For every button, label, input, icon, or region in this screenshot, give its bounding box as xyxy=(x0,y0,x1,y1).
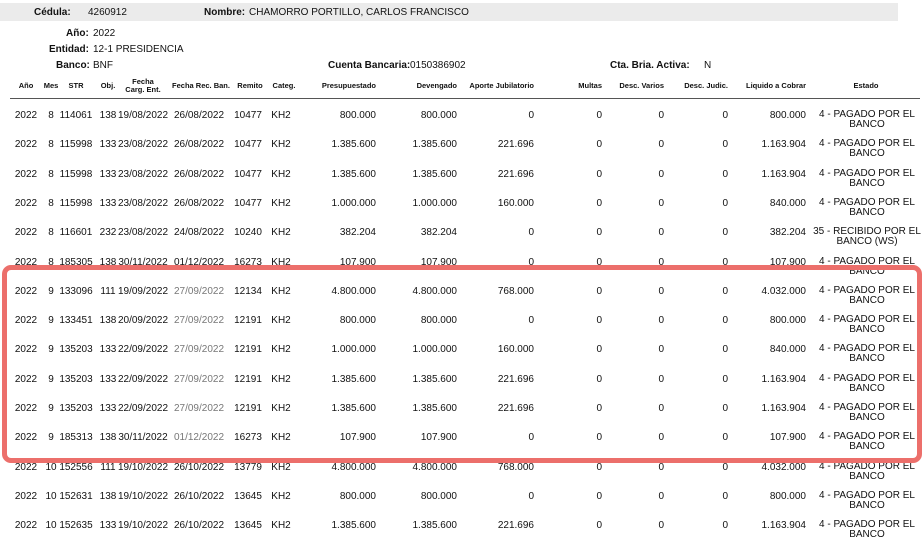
header-divider xyxy=(10,98,920,99)
cell-mes: 9 xyxy=(48,285,54,297)
cell-multas: 0 xyxy=(596,110,602,121)
cell-devengado: 800.000 xyxy=(420,315,457,327)
cell-fecha-rec: 26/10/2022 xyxy=(173,490,225,502)
col-fecha-rec: Fecha Rec. Ban. xyxy=(172,81,230,90)
cell-fecha-rec: 26/08/2022 xyxy=(173,168,225,180)
cell-anio: 2022 xyxy=(14,139,38,151)
cell-fecha-carg: 19/10/2022 xyxy=(117,490,169,502)
cell-desc-varios: 0 xyxy=(658,139,664,151)
cell-liquido: 1.163.904 xyxy=(761,520,806,532)
cell-anio: 2022 xyxy=(14,227,38,239)
cell-anio: 2022 xyxy=(14,168,38,180)
cell-estado: 4 - PAGADO POR EL BANCO xyxy=(819,460,915,482)
cell-desc-judic: 0 xyxy=(722,520,728,532)
cell-categ: KH2 xyxy=(271,461,291,473)
cell-devengado: 1.385.600 xyxy=(412,139,457,151)
cell-str: 115998 xyxy=(59,197,93,209)
cell-categ: KH2 xyxy=(271,110,291,121)
cell-fecha-carg: 23/08/2022 xyxy=(117,227,169,239)
cell-fecha-rec: 26/08/2022 xyxy=(173,139,225,151)
cell-desc-varios: 0 xyxy=(658,520,664,532)
cell-fecha-carg: 30/11/2022 xyxy=(118,432,168,444)
cell-str: 135203 xyxy=(59,373,93,385)
cell-presupuestado: 1.385.600 xyxy=(331,520,376,532)
cell-devengado: 1.000.000 xyxy=(412,344,457,356)
cell-str: 115998 xyxy=(59,139,93,151)
cell-desc-judic: 0 xyxy=(722,344,728,356)
cell-multas: 0 xyxy=(596,227,602,239)
col-liquido: Liquido a Cobrar xyxy=(746,81,806,90)
cell-devengado: 1.385.600 xyxy=(412,403,457,414)
cta-activa-label: Cta. Bria. Activa: xyxy=(610,60,690,71)
cell-liquido: 1.163.904 xyxy=(761,139,806,151)
anio-value: 2022 xyxy=(93,28,116,39)
cell-categ: KH2 xyxy=(271,139,291,151)
table-row xyxy=(0,515,922,543)
cell-presupuestado: 382.204 xyxy=(339,227,376,239)
cell-str: 152631 xyxy=(59,490,93,502)
cell-fecha-rec: 26/08/2022 xyxy=(173,110,225,121)
cell-fecha-carg: 19/10/2022 xyxy=(117,520,169,532)
cell-fecha-carg: 20/09/2022 xyxy=(117,315,169,327)
cell-mes: 8 xyxy=(48,168,54,180)
cta-activa-value: N xyxy=(704,60,712,71)
cell-liquido: 107.900 xyxy=(769,432,806,444)
cell-aporte: 0 xyxy=(528,432,534,444)
cell-desc-judic: 0 xyxy=(722,168,728,180)
cell-devengado: 107.900 xyxy=(420,432,457,444)
cell-liquido: 800.000 xyxy=(769,315,806,327)
table-row xyxy=(0,164,922,192)
cuenta-bancaria-label: Cuenta Bancaria: xyxy=(328,60,411,71)
cell-liquido: 1.163.904 xyxy=(761,403,806,414)
cell-presupuestado: 4.800.000 xyxy=(331,461,376,473)
table-row xyxy=(0,457,922,485)
cell-anio: 2022 xyxy=(14,197,38,209)
cell-desc-judic: 0 xyxy=(722,256,728,268)
cell-categ: KH2 xyxy=(271,168,291,180)
cell-obj: 138 xyxy=(99,256,117,268)
cell-multas: 0 xyxy=(596,490,602,502)
cell-presupuestado: 800.000 xyxy=(339,490,376,502)
table-row xyxy=(0,105,922,133)
cell-fecha-rec: 27/09/2022 xyxy=(173,315,225,327)
cell-anio: 2022 xyxy=(14,315,38,327)
table-row xyxy=(0,427,922,455)
cell-obj: 138 xyxy=(99,110,117,121)
table-row xyxy=(0,222,922,250)
cell-multas: 0 xyxy=(596,520,602,532)
cell-obj: 138 xyxy=(99,432,117,444)
cell-obj: 138 xyxy=(99,315,117,327)
cell-obj: 111 xyxy=(100,461,116,473)
cell-remito: 16273 xyxy=(234,432,262,444)
cell-devengado: 4.800.000 xyxy=(412,461,457,473)
cell-aporte: 0 xyxy=(528,315,534,327)
cell-aporte: 221.696 xyxy=(497,520,534,532)
table-row xyxy=(0,398,922,426)
col-categ: Categ. xyxy=(272,81,296,90)
cell-remito: 12191 xyxy=(234,403,262,414)
cell-str: 135203 xyxy=(59,344,93,356)
cell-fecha-rec: 24/08/2022 xyxy=(173,227,225,239)
cell-mes: 8 xyxy=(48,139,54,151)
cell-estado: 4 - PAGADO POR EL BANCO xyxy=(819,314,915,336)
cell-presupuestado: 1.000.000 xyxy=(331,344,376,356)
anio-label: Año: xyxy=(66,28,89,39)
cell-categ: KH2 xyxy=(271,227,291,239)
cell-remito: 13645 xyxy=(234,490,262,502)
entidad-value: 12-1 PRESIDENCIA xyxy=(93,44,184,55)
col-fecha-carg: Fecha Carg. Ent. xyxy=(125,77,161,94)
cell-anio: 2022 xyxy=(14,520,38,532)
cell-fecha-carg: 23/08/2022 xyxy=(117,168,169,180)
cell-aporte: 0 xyxy=(528,227,534,239)
cell-desc-varios: 0 xyxy=(658,110,664,121)
cell-categ: KH2 xyxy=(271,520,291,532)
cell-mes: 8 xyxy=(48,197,54,209)
cell-desc-judic: 0 xyxy=(722,139,728,151)
cell-anio: 2022 xyxy=(14,432,38,444)
cell-devengado: 800.000 xyxy=(420,110,457,121)
cedula-label: Cédula: xyxy=(34,7,71,18)
cell-devengado: 107.900 xyxy=(420,256,457,268)
cell-desc-judic: 0 xyxy=(722,490,728,502)
cell-liquido: 107.900 xyxy=(769,256,806,268)
col-desc-judic: Desc. Judic. xyxy=(684,81,728,90)
cell-fecha-carg: 23/08/2022 xyxy=(117,139,169,151)
cell-desc-judic: 0 xyxy=(722,432,728,444)
col-anio: Año xyxy=(18,81,34,90)
cell-str: 114061 xyxy=(59,110,93,121)
cell-obj: 133 xyxy=(99,344,117,356)
cell-desc-judic: 0 xyxy=(722,403,728,414)
cell-remito: 12191 xyxy=(234,344,262,356)
cell-liquido: 800.000 xyxy=(769,110,806,121)
cell-presupuestado: 107.900 xyxy=(339,432,376,444)
cell-devengado: 800.000 xyxy=(420,490,457,502)
cell-desc-varios: 0 xyxy=(658,490,664,502)
cell-fecha-rec: 27/09/2022 xyxy=(173,373,225,385)
cell-desc-judic: 0 xyxy=(722,197,728,209)
cell-multas: 0 xyxy=(596,315,602,327)
cell-desc-varios: 0 xyxy=(658,461,664,473)
cell-mes: 10 xyxy=(45,461,57,473)
cell-fecha-carg: 22/09/2022 xyxy=(117,344,169,356)
cell-presupuestado: 4.800.000 xyxy=(331,285,376,297)
col-devengado: Devengado xyxy=(416,81,457,90)
cell-remito: 10477 xyxy=(234,197,262,209)
cell-str: 185305 xyxy=(59,256,93,268)
cell-aporte: 160.000 xyxy=(497,344,534,356)
cell-aporte: 0 xyxy=(528,256,534,268)
col-presupuestado: Presupuestado xyxy=(321,81,376,90)
cell-aporte: 768.000 xyxy=(497,285,534,297)
cell-estado: 4 - PAGADO POR EL BANCO xyxy=(819,196,915,218)
cell-devengado: 1.385.600 xyxy=(412,520,457,532)
table-row xyxy=(0,310,922,338)
cell-mes: 9 xyxy=(48,373,54,385)
cell-liquido: 382.204 xyxy=(769,227,806,239)
cell-fecha-carg: 19/10/2022 xyxy=(117,461,169,473)
cell-remito: 10477 xyxy=(234,110,262,121)
cell-multas: 0 xyxy=(596,256,602,268)
cell-multas: 0 xyxy=(596,168,602,180)
table-row xyxy=(0,369,922,397)
cell-anio: 2022 xyxy=(14,344,38,356)
cell-aporte: 0 xyxy=(528,110,534,121)
cell-str: 135203 xyxy=(59,403,93,414)
cell-presupuestado: 1.385.600 xyxy=(331,139,376,151)
cell-obj: 133 xyxy=(99,197,117,209)
cell-estado: 35 - RECIBIDO POR EL BANCO (WS) xyxy=(813,226,921,248)
cell-desc-judic: 0 xyxy=(722,227,728,239)
cell-categ: KH2 xyxy=(271,373,291,385)
cell-liquido: 840.000 xyxy=(769,197,806,209)
cell-categ: KH2 xyxy=(271,315,291,327)
cell-devengado: 1.000.000 xyxy=(412,197,457,209)
cell-aporte: 221.696 xyxy=(497,403,534,414)
cell-anio: 2022 xyxy=(14,256,38,268)
cell-desc-varios: 0 xyxy=(658,227,664,239)
table-row xyxy=(0,134,922,162)
cell-devengado: 382.204 xyxy=(420,227,457,239)
table-row xyxy=(0,486,922,514)
cell-fecha-carg: 22/09/2022 xyxy=(117,403,169,414)
nombre-value: CHAMORRO PORTILLO, CARLOS FRANCISCO xyxy=(249,7,469,18)
cell-remito: 12191 xyxy=(234,315,262,327)
cell-mes: 8 xyxy=(48,256,54,268)
table-row xyxy=(0,252,922,280)
cell-mes: 9 xyxy=(48,432,54,444)
cell-remito: 10477 xyxy=(234,139,262,151)
cell-categ: KH2 xyxy=(271,403,291,414)
cell-multas: 0 xyxy=(596,403,602,414)
cell-multas: 0 xyxy=(596,461,602,473)
cell-mes: 9 xyxy=(48,344,54,356)
cell-desc-varios: 0 xyxy=(658,403,664,414)
cell-multas: 0 xyxy=(596,285,602,297)
cell-estado: 4 - PAGADO POR EL BANCO xyxy=(819,402,915,423)
cell-multas: 0 xyxy=(596,197,602,209)
cell-desc-varios: 0 xyxy=(658,256,664,268)
cell-aporte: 768.000 xyxy=(497,461,534,473)
cell-estado: 4 - PAGADO POR EL BANCO xyxy=(819,343,915,365)
cell-fecha-rec: 26/08/2022 xyxy=(173,197,225,209)
cell-liquido: 800.000 xyxy=(769,490,806,502)
cell-categ: KH2 xyxy=(271,197,291,209)
cell-obj: 133 xyxy=(99,373,117,385)
cell-anio: 2022 xyxy=(14,373,38,385)
cell-fecha-rec: 01/12/2022 xyxy=(173,256,225,268)
cell-fecha-carg: 22/09/2022 xyxy=(117,373,169,385)
cell-desc-judic: 0 xyxy=(722,315,728,327)
banco-label: Banco: xyxy=(56,60,90,71)
col-aporte: Aporte Jubilatorio xyxy=(469,81,534,90)
cell-mes: 10 xyxy=(45,520,57,532)
cell-presupuestado: 107.900 xyxy=(339,256,376,268)
banco-value: BNF xyxy=(93,60,113,71)
cell-estado: 4 - PAGADO POR EL BANCO xyxy=(819,519,915,541)
col-desc-varios: Desc. Varios xyxy=(619,81,664,90)
cell-desc-varios: 0 xyxy=(658,168,664,180)
cell-remito: 12134 xyxy=(234,285,262,297)
cell-fecha-rec: 27/09/2022 xyxy=(173,344,225,356)
cell-liquido: 840.000 xyxy=(769,344,806,356)
cell-liquido: 1.163.904 xyxy=(761,168,806,180)
cell-estado: 4 - PAGADO POR EL BANCO xyxy=(819,489,915,511)
cell-obj: 232 xyxy=(99,227,117,239)
cell-fecha-rec: 26/10/2022 xyxy=(173,520,225,532)
cell-obj: 133 xyxy=(99,139,117,151)
nombre-label: Nombre: xyxy=(204,7,246,18)
cell-obj: 133 xyxy=(99,403,117,414)
cell-anio: 2022 xyxy=(14,461,38,473)
cell-categ: KH2 xyxy=(271,432,291,444)
cell-desc-varios: 0 xyxy=(658,344,664,356)
cell-str: 152635 xyxy=(59,520,93,532)
cell-estado: 4 - PAGADO POR EL BANCO xyxy=(819,284,915,306)
col-obj: Obj. xyxy=(100,81,116,90)
cell-categ: KH2 xyxy=(271,344,291,356)
cell-remito: 16273 xyxy=(234,256,262,268)
cell-mes: 9 xyxy=(48,403,54,414)
cell-mes: 8 xyxy=(48,110,54,121)
cell-fecha-rec: 01/12/2022 xyxy=(173,432,225,444)
cell-estado: 4 - PAGADO POR EL BANCO xyxy=(819,255,915,277)
table-row xyxy=(0,193,922,221)
cuenta-bancaria-value: 0150386902 xyxy=(410,60,466,71)
cell-anio: 2022 xyxy=(14,285,38,297)
cell-fecha-carg: 23/08/2022 xyxy=(117,197,169,209)
cell-estado: 4 - PAGADO POR EL BANCO xyxy=(819,167,915,189)
col-str: STR xyxy=(68,81,84,90)
cell-aporte: 221.696 xyxy=(497,168,534,180)
cell-desc-judic: 0 xyxy=(722,461,728,473)
cell-categ: KH2 xyxy=(271,490,291,502)
cell-anio: 2022 xyxy=(14,110,38,121)
cell-estado: 4 - PAGADO POR EL BANCO xyxy=(819,431,915,453)
cell-presupuestado: 1.385.600 xyxy=(331,168,376,180)
cell-multas: 0 xyxy=(596,373,602,385)
cell-presupuestado: 800.000 xyxy=(339,315,376,327)
cell-desc-varios: 0 xyxy=(658,197,664,209)
cell-fecha-rec: 27/09/2022 xyxy=(173,285,225,297)
cell-mes: 10 xyxy=(45,490,57,502)
cell-str: 185313 xyxy=(59,432,93,444)
cell-multas: 0 xyxy=(596,139,602,151)
cedula-value: 4260912 xyxy=(88,7,127,18)
table-row xyxy=(0,339,922,367)
cell-remito: 12191 xyxy=(234,373,262,385)
cell-devengado: 1.385.600 xyxy=(412,168,457,180)
cell-remito: 10477 xyxy=(234,168,262,180)
cell-desc-varios: 0 xyxy=(658,315,664,327)
cell-multas: 0 xyxy=(596,344,602,356)
cell-liquido: 4.032.000 xyxy=(761,461,806,473)
cell-fecha-carg: 19/08/2022 xyxy=(117,110,169,121)
cell-desc-varios: 0 xyxy=(658,373,664,385)
cell-obj: 111 xyxy=(100,285,116,297)
col-estado: Estado xyxy=(853,81,879,90)
cell-aporte: 221.696 xyxy=(497,139,534,151)
cell-remito: 13645 xyxy=(234,520,262,532)
cell-estado: 4 - PAGADO POR EL BANCO xyxy=(819,138,915,160)
cell-categ: KH2 xyxy=(271,256,291,268)
cell-desc-judic: 0 xyxy=(722,110,728,121)
col-multas: Multas xyxy=(578,81,602,90)
cell-estado: 4 - PAGADO POR EL BANCO xyxy=(819,109,915,130)
cell-str: 133096 xyxy=(59,285,93,297)
cell-remito: 13779 xyxy=(234,461,262,473)
entidad-label: Entidad: xyxy=(49,44,89,55)
table-row xyxy=(0,281,922,309)
cell-devengado: 1.385.600 xyxy=(412,373,457,385)
cell-desc-varios: 0 xyxy=(658,285,664,297)
cell-devengado: 4.800.000 xyxy=(412,285,457,297)
cell-mes: 9 xyxy=(48,315,54,327)
cell-anio: 2022 xyxy=(14,490,38,502)
cell-str: 116601 xyxy=(59,227,93,239)
cell-anio: 2022 xyxy=(14,403,38,414)
cell-mes: 8 xyxy=(48,227,54,239)
cell-aporte: 0 xyxy=(528,490,534,502)
cell-presupuestado: 1.385.600 xyxy=(331,403,376,414)
cell-aporte: 221.696 xyxy=(497,373,534,385)
cell-liquido: 1.163.904 xyxy=(761,373,806,385)
cell-fecha-carg: 19/09/2022 xyxy=(117,285,169,297)
cell-str: 115998 xyxy=(59,168,93,180)
cell-liquido: 4.032.000 xyxy=(761,285,806,297)
cell-presupuestado: 1.000.000 xyxy=(331,197,376,209)
cell-obj: 133 xyxy=(99,168,117,180)
cell-fecha-rec: 27/09/2022 xyxy=(173,403,225,414)
cell-str: 152556 xyxy=(59,461,93,473)
cell-fecha-carg: 30/11/2022 xyxy=(118,256,168,268)
cell-aporte: 160.000 xyxy=(497,197,534,209)
cell-categ: KH2 xyxy=(271,285,291,297)
cell-fecha-rec: 26/10/2022 xyxy=(173,461,225,473)
cell-obj: 138 xyxy=(99,490,117,502)
cell-desc-varios: 0 xyxy=(658,432,664,444)
cell-remito: 10240 xyxy=(234,227,262,239)
cell-obj: 133 xyxy=(99,520,117,532)
cell-desc-judic: 0 xyxy=(722,373,728,385)
col-mes: Mes xyxy=(43,81,59,90)
cell-estado: 4 - PAGADO POR EL BANCO xyxy=(819,372,915,394)
cell-str: 133451 xyxy=(59,315,93,327)
col-remito: Remito xyxy=(237,81,263,90)
cell-desc-judic: 0 xyxy=(722,285,728,297)
cell-presupuestado: 1.385.600 xyxy=(331,373,376,385)
cell-multas: 0 xyxy=(596,432,602,444)
cell-presupuestado: 800.000 xyxy=(339,110,376,121)
